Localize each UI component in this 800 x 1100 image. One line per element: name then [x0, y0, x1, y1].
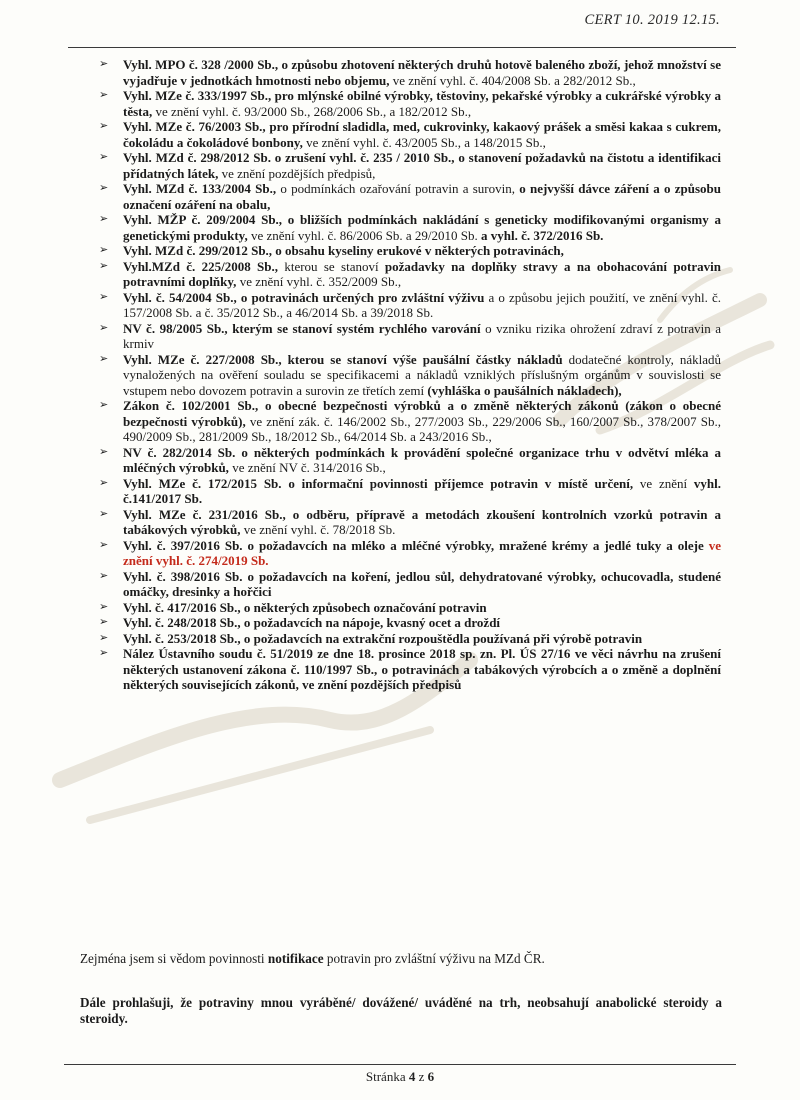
list-item — [97, 398, 721, 445]
list-item-text: Vyhl. č. 397/2016 Sb. o požadavcích na mléko a mléčné výrobky, mražené krémy a jedlé tuky a oleje ve znění vyhl. č. 274/2019 Sb. — [123, 537, 721, 568]
list-item — [97, 119, 721, 150]
arrow-bullet-icon: ➢ — [99, 538, 109, 551]
list-item-text: Vyhl. MŽP č. 209/2004 Sb., o bližších podmínkách nakládání s geneticky modifikovanými organismy a genetickými produkty, ve znění vyhl. č. 86/2006 Sb. a 29/2010 Sb. a vyhl. č. 372/2016 Sb. — [123, 212, 721, 243]
arrow-bullet-icon: ➢ — [99, 445, 109, 458]
list-item — [97, 321, 721, 352]
list-item-text: Vyhl. MZe č. 231/2016 Sb., o odběru, přípravě a metodách zkoušení kontrolních vzorků potravin a tabákových výrobků, ve znění vyhl. č. 78/2018 Sb. — [123, 506, 721, 537]
header-rule — [68, 47, 736, 48]
declaration-paragraph: Dále prohlašuji, že potraviny mnou vyráběné/ dovážené/ uváděné na trh, neobsahují anabolické steroidy a steroidy. — [80, 995, 722, 1026]
list-item — [97, 88, 721, 119]
arrow-bullet-icon: ➢ — [99, 321, 109, 334]
arrow-bullet-icon: ➢ — [99, 569, 109, 582]
list-item-text: Vyhl. MPO č. 328 /2000 Sb., o způsobu zhotovení některých druhů hotově baleného zboží, jehož množství se vyjadřuje v jednotkách hmotnosti nebo objemu, ve znění vyhl. č. 404/2008 Sb. a 282/2012 Sb., — [123, 57, 721, 88]
list-item — [97, 290, 721, 321]
arrow-bullet-icon: ➢ — [99, 631, 109, 644]
list-item — [97, 445, 721, 476]
list-item — [97, 212, 721, 243]
list-item-text: Vyhl. MZe č. 227/2008 Sb., kterou se stanoví výše paušální částky nákladů dodatečné kontroly, nákladů vynaložených na ověření souladu se specifikacemi a nákladů vzniklých příslušným orgánům v souvislosti se vstupem nebo dovozem potravin a surovin ze třetích zemí (vyhláška o paušálních nákladech), — [123, 351, 721, 398]
arrow-bullet-icon: ➢ — [99, 399, 109, 411]
arrow-bullet-icon: ➢ — [99, 244, 109, 256]
list-item-text: Vyhl. MZe č. 76/2003 Sb., pro přírodní sladidla, med, cukrovinky, kakaový prášek a směsi kakaa s cukrem, čokoládu a čokoládové bonbony, ve znění vyhl. č. 43/2005 Sb., a 148/2015 Sb., — [123, 119, 721, 150]
arrow-bullet-icon: ➢ — [99, 259, 109, 272]
list-item — [97, 352, 721, 399]
list-item — [97, 538, 721, 569]
list-item-text: Vyhl. MZe č. 172/2015 Sb. o informační povinnosti příjemce potravin v místě určení, ve znění vyhl. č.141/2017 Sb. — [123, 475, 722, 506]
list-item — [97, 646, 721, 693]
list-item — [97, 259, 721, 290]
list-item — [97, 569, 721, 600]
list-item-text: NV č. 282/2014 Sb. o některých podmínkách k provádění společné organizace trhu v odvětví mléka a mléčných výrobků, ve znění NV č. 314/2016 Sb., — [123, 444, 721, 475]
list-item — [97, 600, 721, 616]
footer-rule — [64, 1064, 736, 1065]
arrow-bullet-icon: ➢ — [99, 507, 109, 520]
arrow-bullet-icon: ➢ — [99, 616, 109, 628]
list-item-text: Vyhl. č. 417/2016 Sb., o některých způsobech označování potravin — [123, 599, 487, 615]
header-stamp: CERT 10. 2019 12.15. — [584, 12, 720, 28]
arrow-bullet-icon: ➢ — [99, 647, 109, 659]
notification-paragraph: Zejména jsem si vědom povinnosti notifikace potravin pro zvláštní výživu na MZd ČR. — [80, 951, 545, 966]
arrow-bullet-icon: ➢ — [99, 600, 109, 613]
list-item — [97, 150, 721, 181]
list-item-text: Vyhl. č. 398/2016 Sb. o požadavcích na koření, jedlou sůl, dehydratované výrobky, ochucovadla, studené omáčky, dresinky a hořčici — [123, 568, 721, 599]
arrow-bullet-icon: ➢ — [99, 120, 109, 132]
arrow-bullet-icon: ➢ — [99, 182, 109, 194]
arrow-bullet-icon: ➢ — [99, 58, 109, 70]
page-number: Stránka 4 z 6 — [365, 1069, 435, 1084]
list-item — [97, 57, 721, 88]
arrow-bullet-icon: ➢ — [99, 89, 109, 101]
arrow-bullet-icon: ➢ — [99, 151, 109, 163]
list-item-text: Vyhl. č. 253/2018 Sb., o požadavcích na extrakční rozpouštědla používaná při výrobě potravin — [123, 630, 643, 646]
list-item-text: Vyhl. č. 248/2018 Sb., o požadavcích na nápoje, kvasný ocet a droždí — [123, 615, 501, 630]
list-item-text: Vyhl. MZd č. 133/2004 Sb., o podmínkách ozařování potravin a surovin, o nejvyšší dávce záření a o způsobu označení ozáření na obalu, — [123, 181, 721, 212]
list-item-text: Vyhl. č. 54/2004 Sb., o potravinách určených pro zvláštní výživu a o způsobu jejich použití, ve znění vyhl. č. 157/2008 Sb. a č. 35/2012 Sb., a 46/2014 Sb. a 39/2018 Sb. — [123, 289, 722, 320]
list-item-text: Nález Ústavního soudu č. 51/2019 ze dne 18. prosince 2018 sp. zn. Pl. ÚS 27/16 ve věci návrhu na zrušení některých ustanovení zákona č. 110/1997 Sb., o potravinách a tabákových výrobcích a o změně a doplnění některých souvisejících zákonů, ve znění pozdějších předpisů — [123, 646, 721, 692]
list-item — [97, 631, 721, 647]
list-item-text: Vyhl. MZd č. 299/2012 Sb., o obsahu kyseliny erukové v některých potravinách, — [123, 243, 564, 258]
list-item — [97, 615, 721, 631]
list-item-text: Vyhl. MZe č. 333/1997 Sb., pro mlýnské obilné výrobky, těstoviny, pekařské výrobky a cukrářské výrobky a těsta, ve znění vyhl. č. 93/2000 Sb., 268/2006 Sb., a 182/2012 Sb., — [123, 88, 721, 119]
arrow-bullet-icon: ➢ — [99, 476, 109, 489]
list-item — [97, 243, 721, 259]
list-item-text: NV č. 98/2005 Sb., kterým se stanoví systém rychlého varování o vzniku rizika ohrožení zdraví z potravin a krmiv — [123, 320, 721, 351]
list-item-text: Zákon č. 102/2001 Sb., o obecné bezpečnosti výrobků a o změně některých zákonů (zákon o obecné bezpečnosti výrobků), ve znění zák. č. 146/2002 Sb., 277/2003 Sb., 229/2006 Sb., 160/2007 Sb., 378/2007 Sb., 490/2009 Sb., 281/2009 Sb., 18/2012 Sb., 64/2014 Sb. a 243/2016 Sb., — [123, 398, 721, 444]
arrow-bullet-icon: ➢ — [99, 290, 109, 303]
regulation-list — [97, 57, 721, 693]
list-item — [97, 181, 721, 212]
list-item-text: Vyhl. MZd č. 298/2012 Sb. o zrušení vyhl. č. 235 / 2010 Sb., o stanovení požadavků na čistotu a identifikaci přídatných látek, ve znění pozdějších předpisů, — [123, 150, 721, 181]
list-item — [97, 476, 721, 507]
arrow-bullet-icon: ➢ — [99, 352, 109, 365]
list-item — [97, 507, 721, 538]
arrow-bullet-icon: ➢ — [99, 213, 109, 225]
list-item-text: Vyhl.MZd č. 225/2008 Sb., kterou se stanoví požadavky na doplňky stravy a na obohacování potravin potravními doplňky, ve znění vyhl. č. 352/2009 Sb., — [123, 258, 721, 289]
